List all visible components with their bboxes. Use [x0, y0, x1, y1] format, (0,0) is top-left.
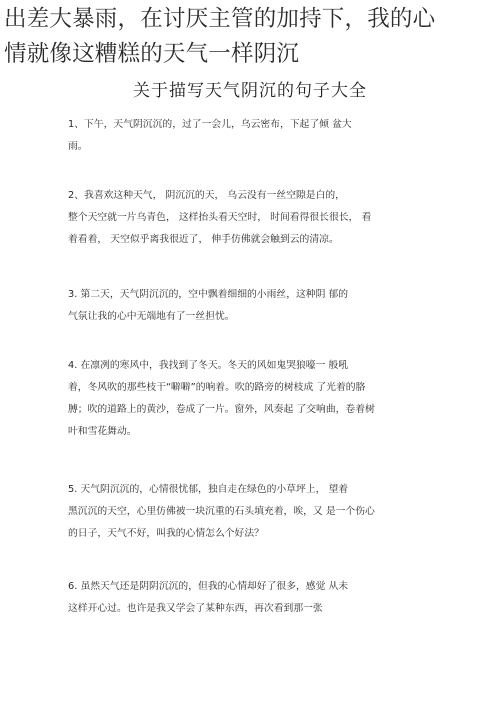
paragraph-line: 1、下午，天气阴沉沉的，过了一会儿，乌云密布，下起了倾 盆大	[68, 119, 352, 130]
paragraph-line: 3. 第二天，天气阴沉沉的，空中飘着细细的小雨丝，这种阴 郁的	[68, 289, 349, 300]
overlay-caption	[4, 2, 500, 72]
paragraph-line: 雨。	[68, 141, 88, 152]
paragraph-2	[68, 185, 448, 251]
paragraph-line: 5. 天气阴沉沉的，心情很忧郁，独自走在绿色的小草坪上， 望着	[68, 484, 349, 495]
paragraph-line: 膊；吹的道路上的黄沙，卷成了一片。窗外，风奏起 了交响曲，卷着树	[68, 404, 375, 415]
paragraph-line: 这样开心过。也许是我又学会了某种东西，再次看到那一张	[68, 603, 323, 614]
paragraph-line: 整个天空就一片乌青色， 这样抬头看天空时， 时间看得很长很长， 看	[68, 212, 372, 223]
document-title: 关于描写天气阴沉的句子大全	[133, 81, 367, 101]
paragraph-1	[68, 114, 448, 158]
paragraph-line: 2、我喜欢这种天气， 阴沉沉的天， 乌云没有一丝空隙是白的，	[68, 190, 345, 201]
paragraph-4	[68, 355, 448, 443]
paragraph-line: 叶和雪花舞动。	[68, 426, 137, 437]
paragraph-line: 的日子，天气不好，叫我的心情怎么个好法？	[68, 528, 264, 539]
paragraph-line: 气氛让我的心中无端地有了一丝担忧。	[68, 311, 235, 322]
paragraph-line: 黑沉沉的天空，心里仿佛被一块沉重的石头填充着，唉，又 是一个伤心	[68, 506, 375, 517]
paragraph-line: 6. 虽然天气还是阴阴沉沉的，但我的心情却好了很多，感觉 从未	[68, 581, 349, 592]
overlay-caption-line: 情就像这糟糕的天气一样阴沉	[4, 41, 300, 67]
paragraph-line: 着，冬风吹的那些枝干“噼噼”的响着。吹的路旁的树枝成 了光着的胳	[68, 382, 366, 393]
paragraph-6	[68, 576, 448, 620]
paragraph-line: 4. 在凛冽的寒风中，我找到了冬天。冬天的风如鬼哭狼嚎一 般吼	[68, 360, 349, 371]
paragraph-5	[68, 479, 448, 545]
paragraph-3	[68, 284, 448, 328]
overlay-caption-line: 出差大暴雨，在讨厌主管的加持下，我的心	[4, 6, 436, 32]
paragraph-line: 着看着， 天空似乎离我很近了， 伸手仿佛就会触到云的清凉。	[68, 234, 339, 245]
